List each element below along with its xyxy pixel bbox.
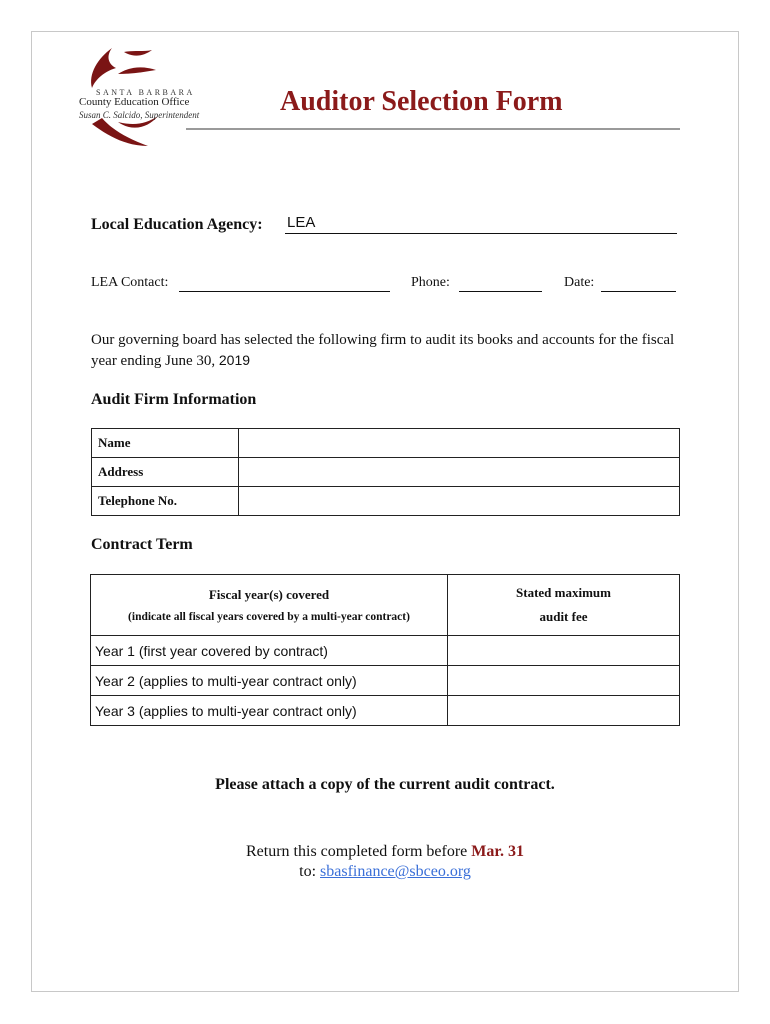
lea-contact-label: LEA Contact: xyxy=(91,275,169,290)
table-row xyxy=(91,696,680,726)
table-row xyxy=(91,636,680,666)
return-email-line xyxy=(0,863,770,881)
audit-fee-header-line1: Stated maximum xyxy=(516,585,611,600)
email-link[interactable]: sbasfinance@sbceo.org xyxy=(320,863,471,880)
date-label: Date: xyxy=(564,275,595,290)
page-title: Auditor Selection Form xyxy=(280,86,563,117)
address-input[interactable] xyxy=(239,458,680,487)
fiscal-years-header-note: (indicate all fiscal years covered by a multi-year contract) xyxy=(128,611,410,623)
audit-fee-header xyxy=(448,575,680,636)
date-field[interactable] xyxy=(601,291,676,292)
lea-label: Local Education Agency: xyxy=(91,216,263,233)
fiscal-year-value[interactable]: 2019 xyxy=(218,352,251,368)
audit-firm-heading: Audit Firm Information xyxy=(91,391,257,408)
return-prefix: Return this completed form before xyxy=(246,843,468,860)
year-1-field[interactable]: Year 1 (first year covered by contract) xyxy=(91,636,448,666)
logo-line-2: County Education Office xyxy=(79,96,190,108)
name-label: Name xyxy=(92,429,239,458)
table-row xyxy=(91,666,680,696)
due-date: Mar. 31 xyxy=(471,843,524,860)
attach-contract-note: Please attach a copy of the current audit contract. xyxy=(215,776,555,793)
lea-input[interactable]: LEA xyxy=(287,214,316,231)
year-2-field[interactable]: Year 2 (applies to multi-year contract only) xyxy=(91,666,448,696)
return-instructions xyxy=(0,843,770,861)
year-1-fee-input[interactable] xyxy=(448,636,680,666)
table-row xyxy=(92,429,680,458)
table-row xyxy=(92,458,680,487)
fiscal-years-header xyxy=(91,575,448,636)
audit-firm-table xyxy=(91,428,680,516)
return-to: to: xyxy=(299,863,317,880)
year-2-fee-input[interactable] xyxy=(448,666,680,696)
phone-field[interactable] xyxy=(459,291,542,292)
contract-term-heading: Contract Term xyxy=(91,536,193,553)
title-divider xyxy=(186,128,680,130)
logo-line-1: SANTA BARBARA xyxy=(96,88,195,97)
address-label: Address xyxy=(92,458,239,487)
name-input[interactable] xyxy=(239,429,680,458)
table-row xyxy=(92,487,680,516)
lea-contact-field[interactable] xyxy=(179,291,390,292)
fiscal-years-header-title: Fiscal year(s) covered xyxy=(208,587,330,602)
lea-underline xyxy=(285,233,677,234)
logo-line-3: Susan C. Salcido, Superintendent xyxy=(79,110,200,120)
audit-fee-header-line2: audit fee xyxy=(539,609,588,624)
paragraph-text: Our governing board has selected the following firm to audit its books and accounts for the fiscal year ending June 30, xyxy=(91,332,675,369)
year-3-fee-input[interactable] xyxy=(448,696,680,726)
year-3-field[interactable]: Year 3 (applies to multi-year contract only) xyxy=(91,696,448,726)
governing-board-paragraph xyxy=(91,330,681,371)
telephone-input[interactable] xyxy=(239,487,680,516)
contract-term-table xyxy=(90,574,680,726)
telephone-label: Telephone No. xyxy=(92,487,239,516)
phone-label: Phone: xyxy=(411,275,450,290)
table-header-row xyxy=(91,575,680,636)
